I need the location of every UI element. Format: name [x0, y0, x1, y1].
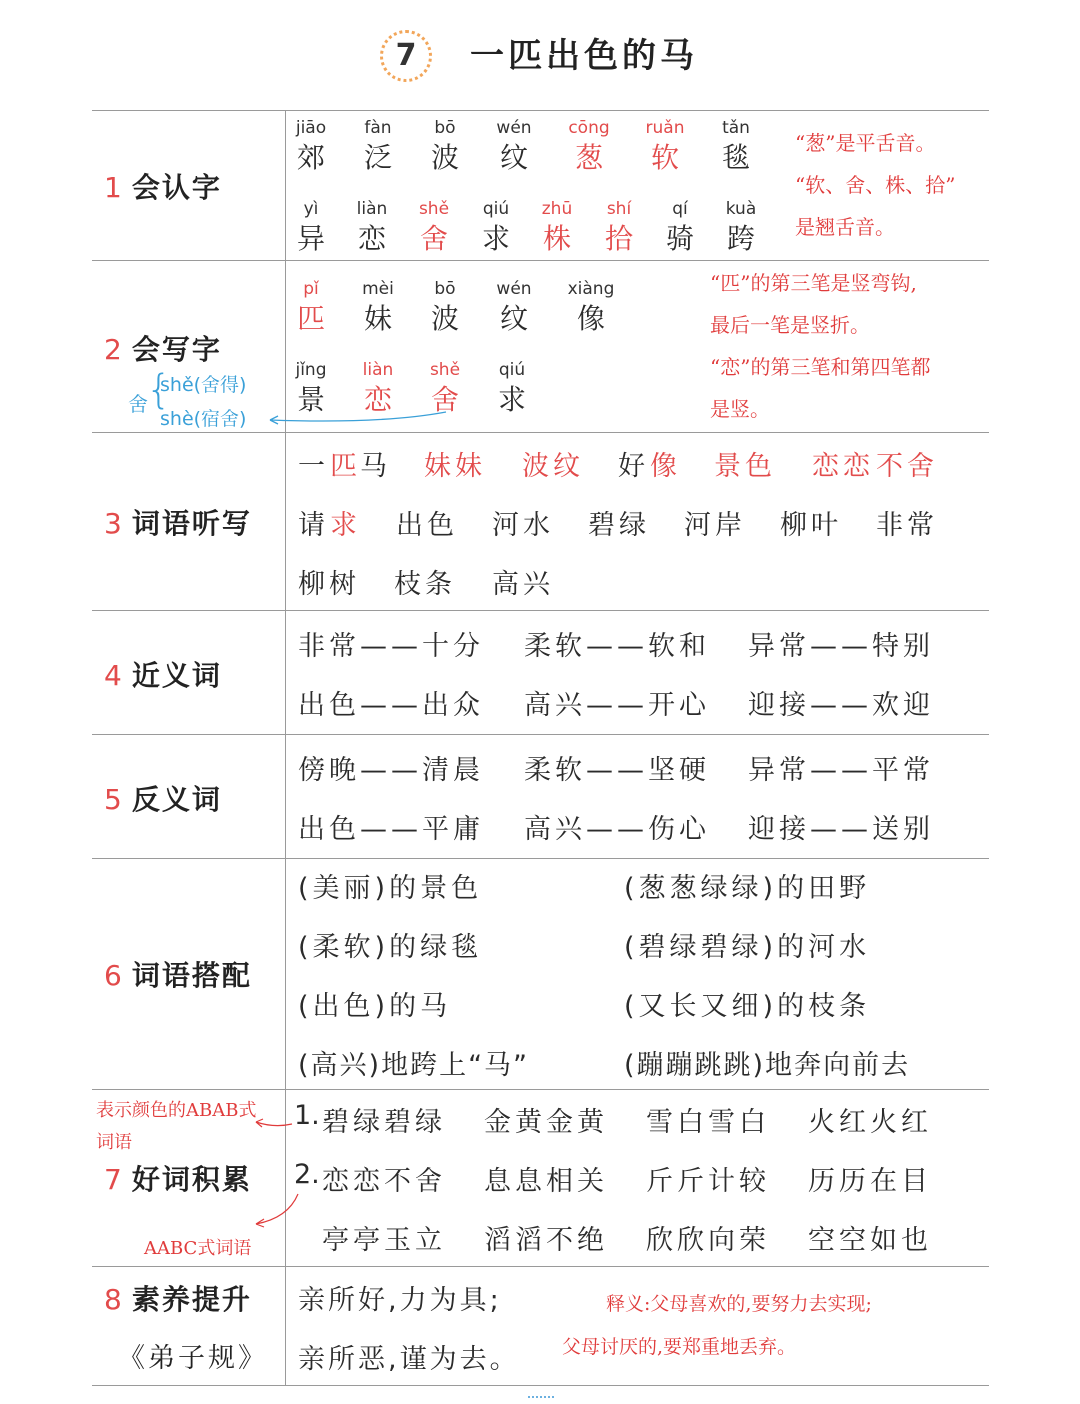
- hanzi: 纹: [499, 141, 528, 174]
- char-item: [559, 278, 623, 338]
- page-footer-mark: [528, 1396, 554, 1404]
- pinyin: qiú: [498, 360, 526, 380]
- table-rule: [92, 110, 989, 111]
- pinyin: wén: [496, 118, 532, 138]
- collocation-left: (美丽)的景色: [298, 873, 483, 904]
- hanzi: 泛: [363, 141, 392, 174]
- hanzi: 舍: [419, 222, 448, 255]
- dictation-word: 妹妹: [424, 451, 486, 482]
- char-item: [279, 117, 343, 177]
- collocation-right: (碧绿碧绿)的河水: [624, 932, 871, 963]
- dictation-word: 河水: [492, 510, 554, 541]
- char-item: [709, 198, 773, 258]
- polyphone-brace-icon: {: [146, 367, 172, 413]
- collocation-left: (高兴)地跨上“马”: [298, 1050, 530, 1081]
- hanzi: 求: [497, 383, 526, 416]
- pinyin: liàn: [362, 360, 394, 380]
- section-label-dictation: 3 词语听写: [104, 507, 252, 540]
- char-item: [413, 117, 477, 177]
- hanzi: 像: [576, 302, 605, 335]
- write-note-3: “恋”的第三笔和第四笔都: [710, 355, 931, 379]
- table-rule: [92, 1266, 989, 1267]
- write-note-4: 是竖。: [710, 397, 770, 421]
- pinyin: wén: [496, 279, 532, 299]
- synonym-pair: 非常——十分: [298, 631, 484, 662]
- pinyin: bō: [434, 279, 456, 299]
- page-header: [0, 28, 1080, 88]
- section-label-recognize: 1 会认字: [104, 171, 222, 204]
- hanzi: 株: [542, 222, 571, 255]
- hanzi: 恋: [357, 222, 386, 255]
- pinyin: ruǎn: [645, 118, 685, 138]
- synonym-pair: 异常——特别: [748, 631, 934, 662]
- dictation-word: 请: [298, 510, 329, 541]
- table-rule: [92, 858, 989, 859]
- char-item: [482, 278, 546, 338]
- dictation-word: 求: [330, 510, 361, 541]
- good-word: 金黄金黄: [484, 1107, 608, 1138]
- dictation-word: 匹: [330, 451, 361, 482]
- polyphone-reading-1: shě(舍得): [160, 374, 247, 396]
- pinyin: jiāo: [295, 118, 327, 138]
- recognize-note-2: “软、舍、株、拾”: [795, 173, 956, 197]
- hanzi: 纹: [499, 302, 528, 335]
- section-label-write: 2 会写字: [104, 333, 222, 366]
- pinyin: kuà: [725, 199, 757, 219]
- char-item: [346, 278, 410, 338]
- hanzi: 郊: [296, 141, 325, 174]
- section-label-good-words: 7 好词积累: [104, 1163, 252, 1196]
- hanzi: 毯: [721, 141, 750, 174]
- pinyin: shí: [606, 199, 632, 219]
- char-item: [480, 359, 544, 419]
- good-words-annotation-abab: 表示颜色的ABAB式: [96, 1100, 257, 1121]
- good-word: 碧绿碧绿: [322, 1107, 446, 1138]
- hanzi: 骑: [665, 222, 694, 255]
- hanzi: 妹: [363, 302, 392, 335]
- synonym-pair: 迎接——欢迎: [748, 690, 934, 721]
- dictation-word: 景色: [714, 451, 776, 482]
- good-word: 火红火红: [808, 1107, 932, 1138]
- page-title: 一匹出色的马: [470, 36, 698, 76]
- pinyin: shě: [429, 360, 461, 380]
- antonym-pair: 柔软——坚硬: [524, 755, 710, 786]
- lesson-number-badge: 7: [380, 30, 432, 82]
- write-note-2: 最后一笔是竖折。: [710, 313, 870, 337]
- section-label-antonyms: 5 反义词: [104, 783, 222, 816]
- antonym-pair: 异常——平常: [748, 755, 934, 786]
- literacy-source: 《弟子规》: [118, 1343, 268, 1374]
- pinyin: liàn: [356, 199, 388, 219]
- hanzi: 软: [650, 141, 679, 174]
- dictation-word: 一: [298, 451, 329, 482]
- hanzi: 葱: [574, 141, 603, 174]
- pinyin: jǐng: [295, 360, 327, 380]
- table-rule: [92, 1089, 989, 1090]
- dictation-word: 碧绿: [588, 510, 650, 541]
- recognize-note-3: 是翘舌音。: [795, 215, 895, 239]
- synonym-pair: 柔软——软和: [524, 631, 710, 662]
- dictation-word: 非常: [876, 510, 938, 541]
- pinyin: zhū: [541, 199, 573, 219]
- good-words-index: 1.: [294, 1100, 320, 1131]
- pinyin: yì: [303, 199, 319, 219]
- char-item: [633, 117, 697, 177]
- good-word: 空空如也: [808, 1225, 932, 1256]
- pinyin: qí: [672, 199, 688, 219]
- char-item: [279, 278, 343, 338]
- polyphone-arrow-icon: [262, 408, 448, 430]
- char-item: [587, 198, 651, 258]
- section-label-collocations: 6 词语搭配: [104, 959, 252, 992]
- dictation-word: 不舍: [876, 451, 938, 482]
- table-rule: [92, 432, 989, 433]
- antonym-pair: 傍晚——清晨: [298, 755, 484, 786]
- write-note-1: “匹”的第三笔是竖弯钩,: [710, 271, 917, 295]
- pinyin: bō: [434, 118, 456, 138]
- literacy-explain-1: 释义:父母喜欢的,要努力去实现;: [606, 1293, 872, 1315]
- table-rule: [92, 260, 989, 261]
- dictation-word: 河岸: [684, 510, 746, 541]
- hanzi: 异: [296, 222, 325, 255]
- pinyin: qiú: [482, 199, 510, 219]
- hanzi: 舍: [430, 383, 459, 416]
- char-item: [413, 278, 477, 338]
- dictation-word: 枝条: [394, 569, 456, 600]
- polyphone-char: 舍: [128, 392, 148, 416]
- char-item: [525, 198, 589, 258]
- collocation-right: (又长又细)的枝条: [624, 991, 871, 1022]
- pinyin: cōng: [568, 118, 610, 138]
- literacy-line-2: 亲所恶,谨为去。: [298, 1344, 520, 1375]
- hanzi: 求: [481, 222, 510, 255]
- good-words-annotation-aabc: AABC式词语: [144, 1238, 252, 1259]
- good-word: 欣欣向荣: [646, 1225, 770, 1256]
- good-words-annotation-abab-2: 词语: [96, 1132, 132, 1153]
- dictation-word: 好: [618, 451, 649, 482]
- pinyin: xiàng: [567, 279, 615, 299]
- polyphone-reading-2: shè(宿舍): [160, 408, 247, 430]
- synonym-pair: 出色——出众: [298, 690, 484, 721]
- recognize-note-1: “葱”是平舌音。: [795, 131, 936, 155]
- section-label-literacy: 8 素养提升: [104, 1283, 252, 1316]
- hanzi: 恋: [363, 383, 392, 416]
- table-rule: [92, 734, 989, 735]
- collocation-left: (柔软)的绿毯: [298, 932, 483, 963]
- good-word: 滔滔不绝: [484, 1225, 608, 1256]
- good-word: 恋恋不舍: [322, 1166, 446, 1197]
- dictation-word: 出色: [396, 510, 458, 541]
- dictation-word: 恋恋: [812, 451, 874, 482]
- synonym-pair: 高兴——开心: [524, 690, 710, 721]
- hanzi: 拾: [604, 222, 633, 255]
- char-item: [704, 117, 768, 177]
- antonym-pair: 高兴——伤心: [524, 814, 710, 845]
- dictation-word: 柳叶: [780, 510, 842, 541]
- dictation-word: 高兴: [492, 569, 554, 600]
- hanzi: 波: [430, 141, 459, 174]
- pinyin: pǐ: [303, 279, 319, 299]
- char-item: [340, 198, 404, 258]
- section-label-synonyms: 4 近义词: [104, 659, 222, 692]
- pinyin: mèi: [362, 279, 394, 299]
- table-rule: [92, 610, 989, 611]
- hanzi: 跨: [726, 222, 755, 255]
- pinyin: tǎn: [722, 118, 750, 138]
- literacy-line-1: 亲所好,力为具;: [298, 1285, 502, 1316]
- good-word: 亭亭玉立: [322, 1225, 446, 1256]
- annotation-arrow-icon: [252, 1116, 294, 1130]
- char-item: [557, 117, 621, 177]
- char-item: [482, 117, 546, 177]
- collocation-left: (出色)的马: [298, 991, 452, 1022]
- char-item: [346, 117, 410, 177]
- hanzi: 匹: [296, 302, 325, 335]
- antonym-pair: 迎接——送别: [748, 814, 934, 845]
- hanzi: 景: [296, 383, 325, 416]
- good-word: 历历在目: [808, 1166, 932, 1197]
- good-word: 息息相关: [484, 1166, 608, 1197]
- dictation-word: 波纹: [522, 451, 584, 482]
- literacy-explain-2: 父母讨厌的,要郑重地丢弃。: [562, 1336, 797, 1358]
- pinyin: fàn: [364, 118, 392, 138]
- char-item: [464, 198, 528, 258]
- char-item: [279, 198, 343, 258]
- annotation-arrow-icon: [252, 1192, 302, 1228]
- dictation-word: 柳树: [298, 569, 360, 600]
- char-item: [648, 198, 712, 258]
- dictation-word: 像: [650, 451, 681, 482]
- pinyin: shě: [418, 199, 450, 219]
- table-rule: [92, 1385, 989, 1386]
- good-words-index: 2.: [294, 1159, 320, 1190]
- collocation-right: (蹦蹦跳跳)地奔向前去: [624, 1050, 911, 1081]
- good-word: 雪白雪白: [646, 1107, 770, 1138]
- dictation-word: 马: [360, 451, 391, 482]
- good-word: 斤斤计较: [646, 1166, 770, 1197]
- antonym-pair: 出色——平庸: [298, 814, 484, 845]
- char-item: [402, 198, 466, 258]
- hanzi: 波: [430, 302, 459, 335]
- collocation-right: (葱葱绿绿)的田野: [624, 873, 871, 904]
